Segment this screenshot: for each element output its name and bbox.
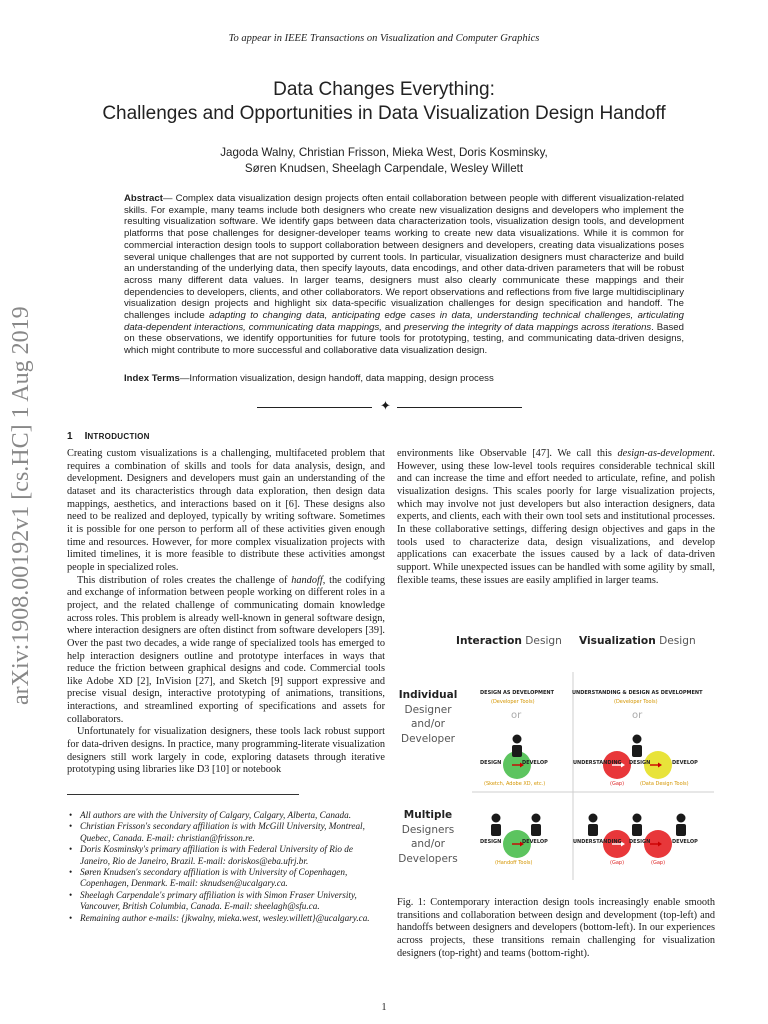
tl-develop-label: DEVELOP: [522, 760, 548, 766]
tr-or: or: [632, 710, 643, 721]
divider-diamond-icon: ✦: [380, 399, 391, 414]
person-icon: [632, 814, 642, 837]
tl-design-label: DESIGN: [480, 760, 502, 766]
person-icon: [491, 814, 501, 837]
right-column: [397, 448, 715, 587]
divider-line-right: [397, 407, 522, 408]
tl-title: DESIGN AS DEVELOPMENT: [480, 690, 555, 696]
paper-title: [0, 78, 768, 126]
row-label-line: Designers: [401, 823, 455, 836]
abstract-emphasis: adapting to changing data, anticipating edge cases in data, understanding technical challenges, articulating data-dependent interactions, communicating data mappings,: [124, 310, 684, 333]
person-icon: [588, 814, 598, 837]
br-develop-label: DEVELOP: [672, 839, 698, 845]
tr-title: UNDERSTANDING & DESIGN AS DEVELOPMENT: [572, 690, 703, 696]
bl-handoff-tools-note: (Handoff Tools): [495, 860, 533, 866]
fig-col-header-bold: Visualization: [579, 635, 656, 647]
abstract-emphasis-2: preserving the integrity of data mappings across iterations: [403, 321, 652, 333]
fig-col-header-rest: Design: [521, 635, 562, 647]
abstract-label: Abstract: [124, 193, 163, 204]
person-icon: [531, 814, 541, 837]
footnote-item: • Doris Kosminsky's primary affiliation is with Federal University of Rio de Janeiro, Rio de Janeiro, Brazil. E-mail: doriskos@eba.ufrj.br.: [67, 844, 385, 867]
footnote-item: • Sheelagh Carpendale's primary affiliation is with Simon Fraser University, Vancouver, British Columbia, Canada. E-mail: sheelagh@sfu.ca.: [67, 890, 385, 913]
authors-line-1: Jagoda Walny, Christian Frisson, Mieka West, Doris Kosminsky,: [220, 146, 548, 159]
authors-line-2: Søren Knudsen, Sheelagh Carpendale, Wesley Willett: [244, 162, 524, 175]
paragraph: [397, 448, 715, 587]
row-label-line: Developers: [398, 852, 458, 865]
br-design-label: DESIGN: [629, 839, 651, 845]
paragraph-text: This distribution of roles creates the challenge of: [77, 574, 292, 586]
paragraph: [67, 575, 385, 727]
row-label-bold: Individual: [398, 689, 458, 701]
abstract: [124, 193, 684, 357]
abstract-text-3: . Based on these observations, we identify opportunities for future tools for prototyping, testing, and communicating data-driven designs, which might contribute to more successful and collaborative data visualization design.: [124, 321, 684, 357]
bl-design-label: DESIGN: [480, 839, 502, 845]
author-list: [0, 145, 768, 177]
person-icon: [676, 814, 686, 837]
tr-design-label: DESIGN: [629, 760, 651, 766]
fig-col-header-bold: Interaction: [456, 635, 522, 647]
person-icon: [512, 735, 522, 758]
arxiv-stamp: arXiv:1908.00192v1 [cs.HC] 1 Aug 2019: [8, 306, 34, 705]
page-number: 1: [381, 1002, 387, 1013]
bl-develop-label: DEVELOP: [522, 839, 548, 845]
footnote-item: • All authors are with the University of Calgary, Calgary, Alberta, Canada.: [67, 810, 385, 821]
paragraph-emphasis: handoff: [291, 574, 323, 586]
fig-col-header-rest: Design: [655, 635, 696, 647]
row-label-line: Developer: [400, 732, 455, 745]
section-title-rest: NTRODUCTION: [87, 432, 150, 441]
index-terms-label: Index Terms: [124, 373, 180, 384]
paragraph-emphasis: design-as-development: [617, 448, 713, 459]
person-icon: [632, 735, 642, 758]
tr-understanding-label: UNDERSTANDING: [573, 760, 622, 766]
tr-develop-label: DEVELOP: [672, 760, 698, 766]
tl-sketch-note: (Sketch, Adobe XD, etc.): [484, 781, 546, 787]
section-heading: [67, 431, 150, 442]
footnotes: [67, 810, 385, 924]
divider-line-left: [257, 407, 372, 408]
row-label-line: Designer: [404, 703, 452, 716]
index-terms: [124, 373, 684, 384]
footnote-item: • Remaining author e-mails: {jkwalny, mieka.west, wesley.willett}@ucalgary.ca.: [67, 913, 385, 924]
br-gap-note: (Gap): [610, 860, 625, 866]
tl-subtitle: (Developer Tools): [491, 699, 535, 705]
section-title-initial: I: [84, 431, 88, 442]
paragraph-text: , the codifying and exchange of information between people working on different roles in a project, and the related challenge of communicating domain knowledge across roles. This problem is already well-known in general software design, where interaction designers are often distinct from software developers [39]. Over the past two decades, a wide range of specialized tools has emerged to help interaction designers outline and prototype interfaces in ways that reduce the friction between graphical designs and code. Commercial tools like Adobe XD [2], InVision [27], and Sketch [9] support expressive and precise visual design, interactive prototyping of animations, transitions, interactions, and streamlined exporting of specifications and assets for collaborators.: [67, 574, 385, 725]
row-label-line: and/or: [410, 718, 446, 730]
title-line-1: Data Changes Everything:: [273, 79, 495, 100]
tr-subtitle: (Developer Tools): [614, 699, 658, 705]
footnote-rule: [67, 794, 299, 795]
footnote-item: • Christian Frisson's secondary affiliation is with McGill University, Montreal, Quebec, Canada. E-mail: christian@frisson.re.: [67, 821, 385, 844]
abstract-text: — Complex data visualization design projects often entail collaboration between people with different visualization-related skills. For example, many teams include both designers who create new visualization designs and developers who implement the resulting visualization software. We identify gaps between data characterization tools, visualization design tools, and development platforms that pose challenges for designer-developer teams working to create new data visualizations. While it is common for commercial interaction design tools to support collaboration between designers and developers, creating data visualizations poses several unique challenges that are not supported by current tools. In particular, visualization designers must characterize and build an understanding of the underlying data, then specify layouts, data encodings, and other data-driven parameters that will be robust across many different data values. In larger teams, designers must also clearly communicate these mappings and their dependencies to developers, clients, and other collaborators. We report observations and reflections from five large multidisciplinary visualization design projects and highlight six data-specific visualization challenges for design specification and handoff. The challenges include: [124, 193, 684, 322]
title-line-2: Challenges and Opportunities in Data Visualization Design Handoff: [102, 103, 666, 124]
row-label-bold: Multiple: [403, 809, 453, 821]
journal-header: To appear in IEEE Transactions on Visualization and Computer Graphics: [228, 33, 540, 44]
footnote-item: • Søren Knudsen's secondary affiliation is with University of Copenhagen, Copenhagen, Denmark. E-mail: sknudsen@ucalgary.ca.: [67, 867, 385, 890]
abstract-text-2: and: [381, 321, 404, 333]
paragraph: Creating custom visualizations is a challenging, multifaceted problem that requires a combination of skills and tools for data analysis, design, and development. Designers and developers must gain an understanding of the dataset and its characteristics through data exploration, then design data mappings, aesthetics, and interactions based on it [6]. These designs also need to be realized and deployed, typically by writing software. Sometimes it is possible for one person to perform all of these activities given enough time and resources. However, for more complex visualization projects with limited timelines, it is more feasible to distribute these activities amongst people in specialized roles.: [67, 448, 385, 573]
paragraph: Unfortunately for visualization designers, these tools lack robust support for data-driven designs. In practice, many programming-literate visualization designers still work largely in code, exploring datasets through iterative prototyping using libraries like D3 [10] or notebook: [67, 726, 385, 776]
index-terms-text: —Information visualization, design handoff, data mapping, design process: [179, 373, 494, 384]
br-gap-note: (Gap): [651, 860, 666, 866]
left-column: [67, 448, 385, 777]
tr-gap-note: (Gap): [610, 781, 625, 787]
paragraph-text: environments like Observable [47]. We call this: [397, 448, 618, 459]
paragraph-text: . However, using these low-level tools requires considerable technical skill and can increase the time and effort needed to articulate, refine, and polish visualization designs. This scales poorly for large visualization projects, which may involve not just developers but also interaction designers, data experts, and clients, each with their own tool sets and institutional processes. In these collaborative settings, differing design objectives and gaps in the tools used to characterize data, design visualizations, and develop applications can exacerbate the issues caused by a lack of data-driven support. While unexpected issues can be handled with some agility by small, flexible teams, these issues are easily amplified in larger teams.: [397, 448, 715, 586]
figure-caption: Fig. 1: Contemporary interaction design tools increasingly enable smooth transitions and collaboration between design and development (top-left) and handoffs between designers and developers (bottom-left). In our experiences across projects, these transitions remain challenging for visualization designers (top-right) and teams (bottom-right).: [397, 897, 715, 959]
tr-data-design-tools-note: (Data Design Tools): [640, 781, 689, 787]
br-understanding-label: UNDERSTANDING: [573, 839, 622, 845]
figure-grid-graphics: [396, 632, 718, 882]
tl-or: or: [511, 710, 522, 721]
section-number: 1: [67, 431, 73, 442]
figure-1: [396, 632, 718, 882]
row-label-line: and/or: [410, 838, 446, 850]
